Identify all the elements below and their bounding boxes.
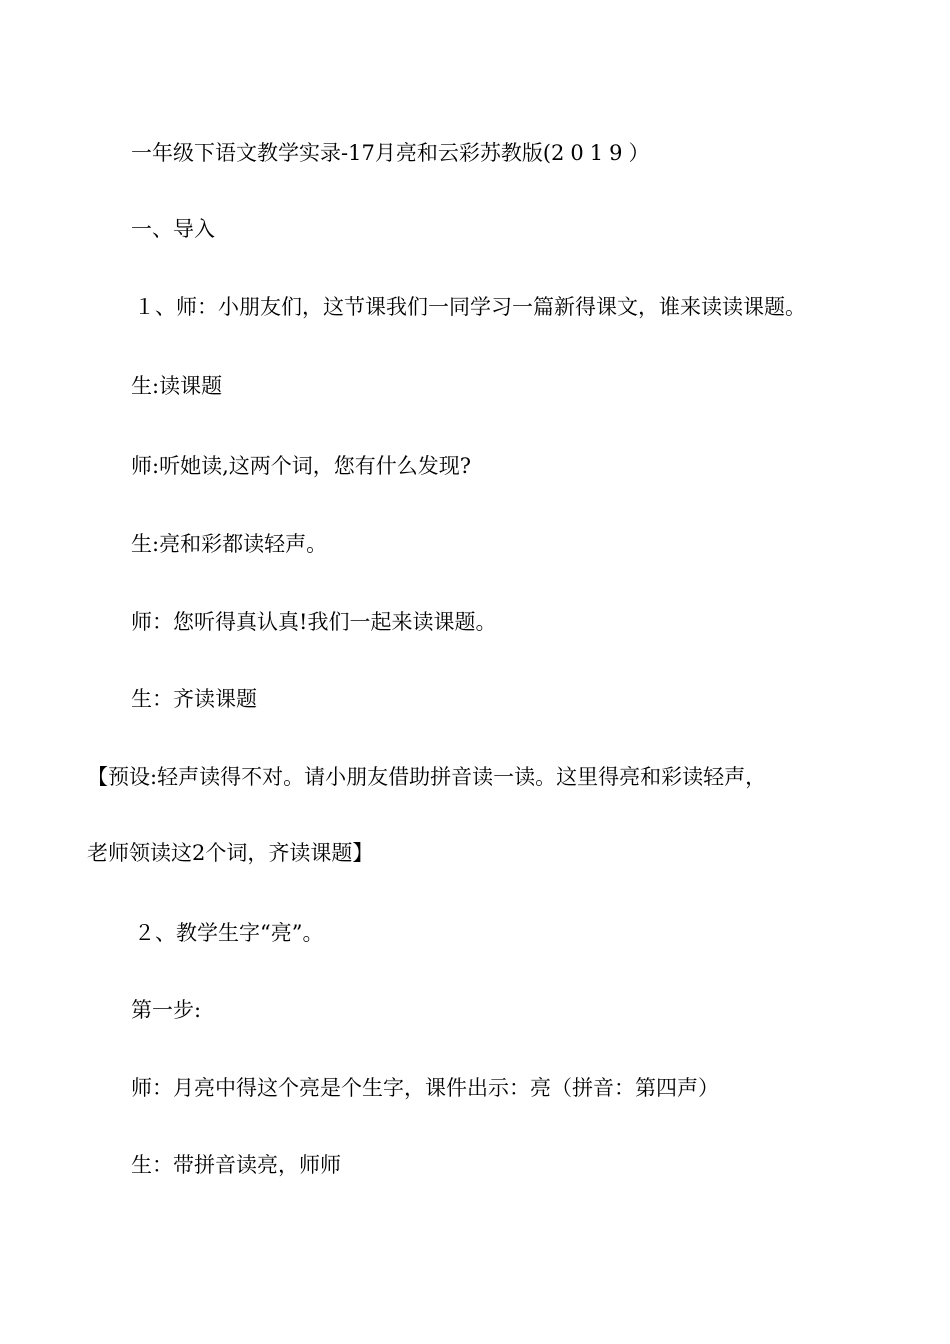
paragraph-preset-line1: 【预设:轻声读得不对。请小朋友借助拼音读一读。这里得亮和彩读轻声，: [87, 765, 767, 789]
title-close: ）: [628, 141, 650, 165]
paragraph-student-unison: 生：齐读课题: [131, 687, 257, 711]
paragraph-teacher-question: 师:听她读,这两个词，您有什么发现?: [131, 454, 472, 478]
paragraph-teacher-praise: 师：您听得真认真!我们一起来读课题。: [131, 610, 497, 634]
paragraph-teacher-intro: １、师：小朋友们，这节课我们一同学习一篇新得课文，谁来读读课题。: [134, 295, 806, 319]
paragraph-teacher-character: 师：月亮中得这个亮是个生字，课件出示：亮（拼音：第四声）: [131, 1076, 719, 1100]
title-year: 2019: [551, 141, 629, 165]
paragraph-student-pinyin: 生：带拼音读亮，师师: [131, 1153, 341, 1177]
paragraph-student-read: 生:读课题: [131, 374, 223, 398]
paragraph-step-one: 第一步:: [131, 998, 202, 1022]
section-heading-character: ２、教学生字“亮”。: [134, 921, 324, 945]
document-title: [131, 143, 649, 164]
paragraph-student-answer: 生:亮和彩都读轻声。: [131, 532, 328, 556]
title-main: 一年级下语文教学实录-17月亮和云彩苏教版(: [131, 141, 552, 165]
section-heading-intro: 一、导入: [131, 217, 215, 241]
paragraph-preset-line2: 老师领读这2个词，齐读课题】: [87, 841, 374, 865]
